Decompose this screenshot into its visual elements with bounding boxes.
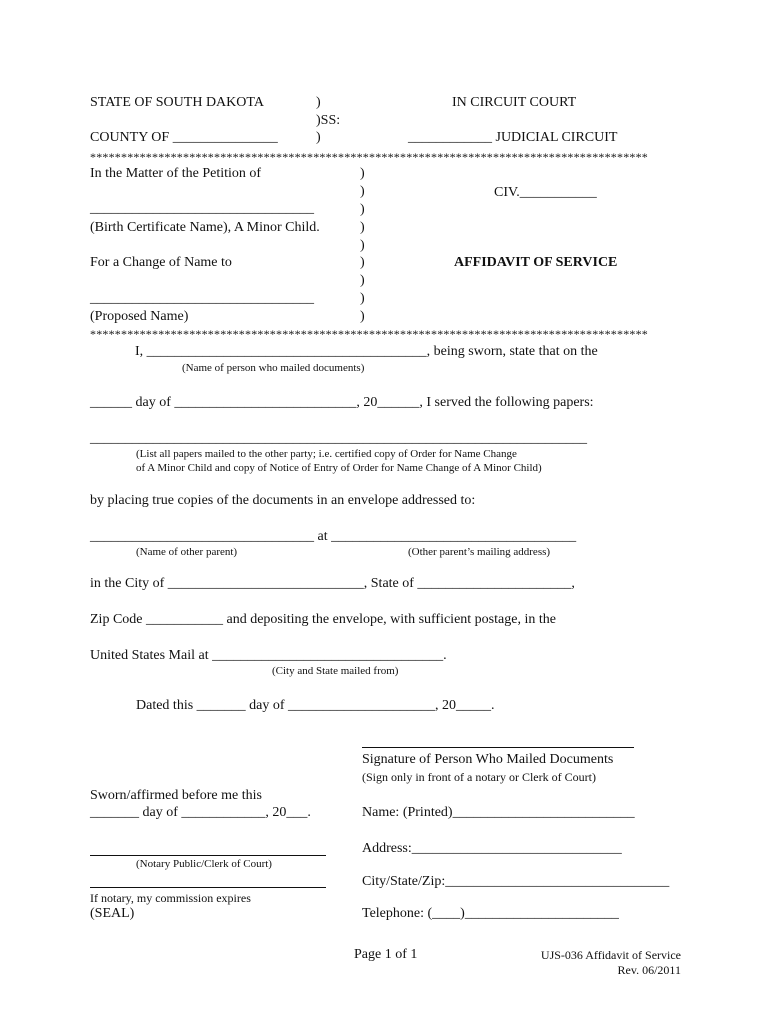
notary-caption: (Notary Public/Clerk of Court) (136, 858, 272, 870)
proposed-name-caption: (Proposed Name) (90, 309, 189, 324)
county-label: COUNTY OF _______________ (90, 130, 278, 145)
page-number: Page 1 of 1 (354, 947, 418, 962)
papers-line: _______________________________________________________________________ (90, 431, 587, 446)
city-state-zip-field: City/State/Zip:________________________________ (362, 874, 670, 889)
notary-signature-line (90, 855, 326, 856)
proposed-name-line: ________________________________ (90, 291, 314, 306)
signature-note: (Sign only in front of a notary or Clerk of Court) (362, 770, 596, 784)
matter-paren: ) (360, 238, 365, 253)
mail-caption: (City and State mailed from) (272, 665, 399, 677)
dated-line: Dated this _______ day of _____________________, 20_____. (136, 698, 495, 713)
telephone-field: Telephone: (____)______________________ (362, 906, 619, 921)
commission-line (90, 887, 326, 888)
caption-paren: ) (316, 130, 321, 145)
matter-paren: ) (360, 255, 365, 270)
city-state-line: in the City of ____________________________, State of ______________________, (90, 576, 575, 591)
change-name-label: For a Change of Name to (90, 255, 232, 270)
civ-number-field: CIV.___________ (494, 185, 597, 200)
printed-name-field: Name: (Printed)__________________________ (362, 805, 635, 820)
mail-line: United States Mail at _________________________________. (90, 648, 447, 663)
separator-stars: ****************************************************************************************** (90, 327, 648, 341)
sworn-before-label: Sworn/affirmed before me this (90, 788, 262, 803)
matter-paren: ) (360, 220, 365, 235)
commission-label: If notary, my commission expires (90, 891, 251, 905)
papers-note: (List all papers mailed to the other party; i.e. certified copy of Order for Name Change (136, 448, 517, 460)
birth-name-caption: (Birth Certificate Name), A Minor Child. (90, 220, 320, 235)
ss-label: )SS: (316, 113, 341, 128)
document-title: AFFIDAVIT OF SERVICE (454, 255, 618, 270)
served-date-line: ______ day of __________________________, 20______, I served the following papers: (90, 395, 594, 410)
other-parent-caption: (Name of other parent) (136, 546, 238, 558)
judicial-circuit-label: ____________ JUDICIAL CIRCUIT (408, 130, 618, 145)
matter-paren: ) (360, 273, 365, 288)
matter-paren: ) (360, 202, 365, 217)
papers-note: of A Minor Child and copy of Notice of Entry of Order for Name Change of A Minor Child) (136, 462, 542, 474)
form-id: UJS-036 Affidavit of Service (540, 948, 681, 962)
separator-stars: ****************************************************************************************** (90, 150, 648, 164)
other-address-caption: (Other parent’s mailing address) (408, 546, 551, 558)
birth-name-line: ________________________________ (90, 201, 314, 216)
matter-paren: ) (360, 291, 365, 306)
matter-paren: ) (360, 309, 365, 324)
addressed-line: ________________________________ at ___________________________________ (90, 529, 577, 544)
revision: Rev. 06/2011 (617, 963, 681, 977)
sworn-date-line: _______ day of ____________, 20___. (90, 805, 311, 820)
sworn-note: (Name of person who mailed documents) (182, 362, 365, 374)
address-field: Address:______________________________ (362, 841, 622, 856)
signature-label: Signature of Person Who Mailed Documents (362, 752, 614, 767)
court-label: IN CIRCUIT COURT (452, 95, 577, 110)
matter-paren: ) (360, 166, 365, 181)
zip-line: Zip Code ___________ and depositing the envelope, with sufficient postage, in the (90, 612, 556, 627)
placing-statement: by placing true copies of the documents in an envelope addressed to: (90, 493, 476, 508)
signature-line (362, 747, 634, 748)
caption-paren: ) (316, 95, 321, 110)
matter-heading: In the Matter of the Petition of (90, 166, 262, 181)
state-label: STATE OF SOUTH DAKOTA (90, 95, 264, 110)
seal-label: (SEAL) (90, 906, 135, 921)
sworn-statement: I, ________________________________________, being sworn, state that on the (135, 344, 598, 359)
matter-paren: ) (360, 184, 365, 199)
